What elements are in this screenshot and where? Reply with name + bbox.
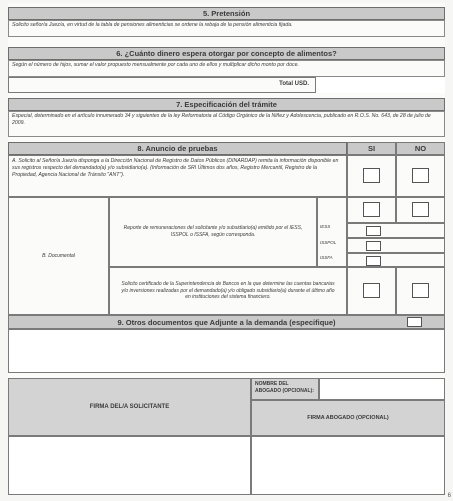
item-b1-no-checkbox[interactable] <box>412 202 429 217</box>
col-no-header <box>396 142 445 155</box>
item-b1-no-cell <box>396 197 445 223</box>
item-b2-text: Solicito certificado de la Superintendencia de Bancos en la que determine las cuentas bancarias y/o inversiones realizadas por el demandado(a) y/o obligado subsidiario(a) durante el último año en instituciones del sistema financiero. <box>121 280 335 301</box>
total-input[interactable] <box>316 77 445 93</box>
firma-solicitante-label: FIRMA DEL/A SOLICITANTE <box>89 404 170 410</box>
item-b1-si-checkbox[interactable] <box>363 202 380 217</box>
item-b-label: B. Documental <box>42 253 75 259</box>
item-b2-no-checkbox[interactable] <box>412 283 429 298</box>
item-a-si-checkbox[interactable] <box>363 168 380 183</box>
section-6-header <box>8 47 445 60</box>
section-9-header <box>8 315 445 329</box>
section-7-title: 7. Especificación del trámite <box>176 100 277 109</box>
item-a-no-checkbox[interactable] <box>412 168 429 183</box>
firma-solicitante-header <box>8 378 251 436</box>
col-si-label: SI <box>367 144 376 153</box>
form-page <box>8 3 445 495</box>
opt-issfa-label: ISSFA <box>320 255 333 260</box>
opt-isspol-row <box>347 238 445 253</box>
section-9-checkbox[interactable] <box>407 317 422 327</box>
section-5-text: Solicito señor/a Juez/a, en virtud de la tabla de pensiones alimenticias se ordene la rebaja de la pensión alimenticia fijada. <box>8 20 445 37</box>
nombre-abogado-input[interactable] <box>319 378 445 400</box>
firma-abogado-area[interactable] <box>251 436 445 495</box>
item-b2-cell <box>109 267 347 315</box>
total-row <box>8 77 445 93</box>
section-5-header <box>8 7 445 20</box>
opt-issfa-checkbox[interactable] <box>366 256 381 266</box>
section-5-title: 5. Pretensión <box>202 9 251 18</box>
col-no-label: NO <box>414 144 427 153</box>
section-9-textarea[interactable] <box>8 329 445 373</box>
firma-solicitante-area[interactable] <box>8 436 251 495</box>
section-7-header <box>8 98 445 111</box>
item-b1-si-cell <box>347 197 396 223</box>
section-8-title: 8. Anuncio de pruebas <box>137 144 218 153</box>
item-b-label-cell <box>8 197 109 315</box>
item-b2-si-checkbox[interactable] <box>363 283 380 298</box>
item-b2-no-cell <box>396 267 445 315</box>
opt-iess-row <box>347 223 445 238</box>
page-number: 6 <box>447 493 451 499</box>
nombre-abogado-label: NOMBRE DEL ABOGADO (OPCIONAL): <box>251 378 319 400</box>
section-7-text: Especial, determinado en el artículo innumerado 34 y siguientes de la ley Reformatoria al Código Orgánico de la Niñez y Adolescencia, publicado en R.O.S. No. 643, de 28 de julio de 2009. <box>8 111 445 137</box>
opt-iess-checkbox[interactable] <box>366 226 381 236</box>
opt-isspol-checkbox[interactable] <box>366 241 381 251</box>
opt-issfa-row <box>347 253 445 267</box>
section-8-header <box>8 142 347 155</box>
col-si-header <box>347 142 396 155</box>
item-a-no-cell <box>396 155 445 197</box>
item-b1-cell <box>109 197 317 267</box>
item-a-text: A. Solicito al Señor/a Juez/a disponga a la Dirección Nacional de Registro de Datos Públicos (DINARDAP) remita la información disponible en sus registros respecto del demandado(a) y/o subsidiario(a). (Información de SRI Últimos dos años, Registro Mercantil, Registro de la Propiedad, Agencia Nacional de Tránsito "ANT"). <box>8 155 347 197</box>
firma-abogado-label: FIRMA ABOGADO (OPCIONAL) <box>307 415 389 421</box>
section-6-title: 6. ¿Cuánto dinero espera otorgar por concepto de alimentos? <box>116 49 337 58</box>
section-6-text: Según el número de hijos, sumar el valor propuesto mensualmente por cada uno de ellos y multiplicar dicho monto por doce. <box>8 60 445 77</box>
section-9-title: 9. Otros documentos que Adjunte a la demanda (especifique) <box>117 317 336 327</box>
item-b1-text: Reporte de remuneraciones del solicitante y/o subsidiario(a) emitido por el IESS, ISSPOL o ISSFA, según corresponda. <box>123 225 303 238</box>
item-b1-options-cell <box>317 197 347 267</box>
item-b2-si-cell <box>347 267 396 315</box>
firma-abogado-header <box>251 400 445 436</box>
opt-isspol-label: ISSPOL <box>320 240 337 245</box>
total-label: Total USD. <box>9 77 316 93</box>
opt-iess-label: IESS <box>320 224 331 229</box>
item-a-si-cell <box>347 155 396 197</box>
